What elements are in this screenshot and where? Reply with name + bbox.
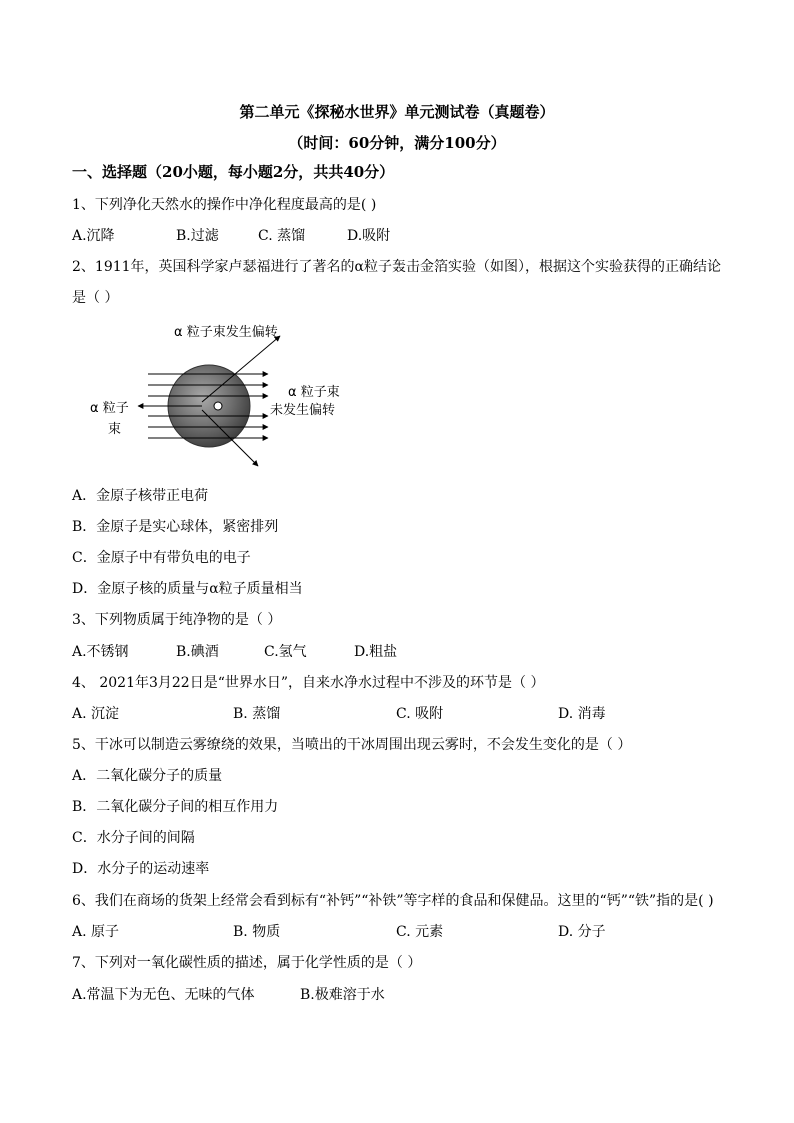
option-a: A.沉降 [72, 228, 115, 244]
option-d: D. 分子 [558, 924, 606, 940]
question-stem: 6、我们在商场的货架上经常会看到标有“补钙”“补铁”等字样的食品和保健品。这里的“钙”“铁”指的是( ) [72, 893, 714, 909]
option-b: B．二氧化碳分子间的相互作用力 [72, 799, 279, 815]
option-d: D. 消毒 [558, 706, 606, 722]
question-stem-cont: 是（ ） [72, 290, 119, 306]
section-heading: 一、选择题（20小题，每小题2分，共共40分） [72, 163, 395, 181]
option-c: C．水分子间的间隔 [72, 830, 195, 846]
question-stem: 3、下列物质属于纯净物的是（ ） [72, 612, 282, 628]
page-subtitle: （时间：60分钟，满分100分） [288, 134, 506, 152]
page-title: 第二单元《探秘水世界》单元测试卷（真题卷） [239, 103, 555, 121]
option-b: B.过滤 [176, 228, 219, 244]
undeflected-label-2: 未发生偏转 [270, 403, 336, 418]
beam-label-2: 束 [108, 422, 122, 437]
alpha-scattering-figure [90, 318, 370, 478]
option-b: B．金原子是实心球体，紧密排列 [72, 519, 279, 535]
question-stem: 5、干冰可以制造云雾缭绕的效果，当喷出的干冰周围出现云雾时，不会发生变化的是（ ） [72, 737, 632, 753]
option-c: C. 蒸馏 [258, 228, 306, 244]
question-stem: 7、下列对一氧化碳性质的描述，属于化学性质的是（ ） [72, 955, 422, 971]
option-c: C.氢气 [264, 644, 307, 660]
option-b: B. 蒸馏 [233, 706, 281, 722]
question-stem: 4、 2021年3月22日是“世界水日”，自来水净水过程中不涉及的环节是（ ） [72, 675, 545, 691]
option-a: A．二氧化碳分子的质量 [72, 768, 223, 784]
nucleus [214, 402, 222, 410]
option-a: A. 原子 [72, 924, 120, 940]
option-c: C．金原子中有带负电的电子 [72, 550, 251, 566]
option-b: B.碘酒 [176, 644, 219, 660]
question-stem: 2、1911年，英国科学家卢瑟福进行了著名的α粒子轰击金箔实验（如图），根据这个实验获得的正确结论 [72, 259, 721, 275]
undeflected-label-1: α 粒子束 [288, 385, 340, 400]
option-a: A．金原子核带正电荷 [72, 488, 209, 504]
option-a: A.不锈钢 [72, 644, 129, 660]
option-d: D.吸附 [347, 228, 391, 244]
option-d: D．水分子的运动速率 [72, 861, 210, 877]
beam-label-1: α 粒子 [90, 401, 129, 416]
option-a: A. 沉淀 [72, 706, 120, 722]
option-b: B. 物质 [233, 924, 281, 940]
deflected-label: α 粒子束发生偏转 [174, 325, 278, 340]
option-b: B.极难溶于水 [300, 987, 385, 1003]
option-a: A.常温下为无色、无味的气体 [72, 987, 255, 1003]
option-d: D.粗盐 [354, 644, 398, 660]
question-stem: 1、下列净化天然水的操作中净化程度最高的是( ) [72, 197, 377, 213]
option-d: D．金原子核的质量与α粒子质量相当 [72, 581, 303, 597]
option-c: C. 元素 [396, 924, 444, 940]
option-c: C. 吸附 [396, 706, 444, 722]
